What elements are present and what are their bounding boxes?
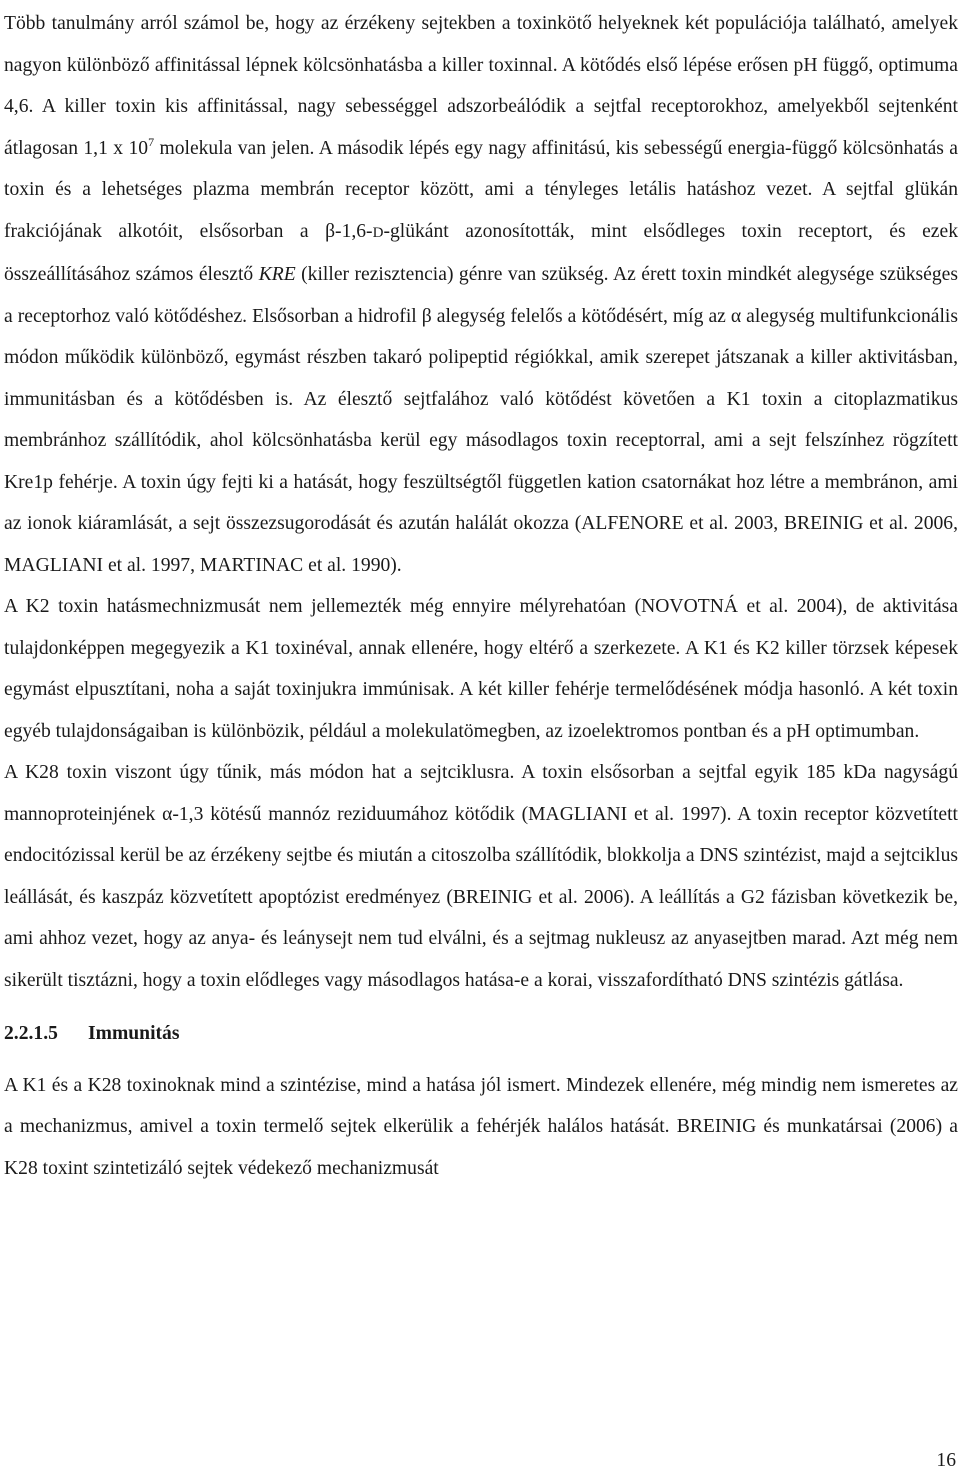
section-heading-immunitas <box>4 1013 958 1055</box>
small-caps-letter: D <box>372 224 384 241</box>
paragraph-immunity: A K1 és a K28 toxinoknak mind a szintézise, mind a hatása jól ismert. Mindezek ellenére, még mindig nem ismeretes az a mechanizmus, amivel a toxin termelő sejtek elkerülik a fehérjék halálos hatását. BREINIG és munkatársai (2006) a K28 toxint szintetizáló sejtek védekező mechanizmusát <box>4 1074 958 1179</box>
paragraph-k28-toxin <box>4 752 958 1001</box>
document-page <box>4 0 958 1189</box>
section-title: Immunitás <box>88 1023 180 1044</box>
paragraph-text: molekula van jelen. A második lépés egy nagy affinitású, kis sebességű energia-függő kölcsönhatás a toxin és a lehetséges plazma membrán receptor között, ami a tényleges letális hatáshoz vezet. A sejtfal glükán frakciójának alkotóit, elsősorban a β-1,6- <box>4 137 958 242</box>
page-number: 16 <box>936 1450 956 1471</box>
paragraph-k2-toxin: A K2 toxin hatásmechnizmusát nem jellemezték még ennyire mélyrehatóan (NOVOTNÁ et al. 2004), de aktivitása tulajdonképpen megegyezik a K1 toxinéval, annak ellenére, hogy eltérő a szerkezete. A K1 és K2 killer törzsek képesek egymást elpusztítani, noha a saját toxinjukra immúnisak. A két killer fehérje termelődésének módja hasonló. A két toxin egyéb tulajdonságaiban is különbözik, például a molekulatömegben, az izoelektromos pontban és a pH optimumban. <box>4 596 958 742</box>
section-number: 2.2.1.5 <box>4 1023 58 1044</box>
paragraph-text: Több tanulmány arról számol be, hogy az érzékeny sejtekben a toxinkötő helyeknek két populációja található, amelyek nagyon különböző affinitással lépnek kölcsönhatásba a killer toxinnal. A kötődés első lépése erősen pH függő, optimuma 4,6. A killer toxin kis affinitással, nagy sebességgel adszorbeálódik a sejtfal receptorokhoz, amelyekből sejtenként átlagosan 1,1 x 10 <box>4 13 958 159</box>
gene-name-italic: KRE <box>258 264 296 285</box>
paragraph-text: A K28 toxin viszont úgy tűnik, más módon hat a sejtciklusra. A toxin elsősorban a sejtfal egyik 185 kDa nagyságú mannoproteinjének α-1,3 kötésű mannóz reziduumához kötődik (MAGLIANI et al. 1997). A toxin receptor közvetített endocitózissal kerül be az érzékeny sejtbe és miután a citoszolba szállítódik, blokkolja a DNS szintézist, majd a sejtciklus leállását, és kaszpáz közvetített apoptózist eredményez (BREINIG et al. 2006). A leállítás a G2 fázisban következik be, ami ahhoz vezet, hogy az anya- és leánysejt nem tud elválni, és a sejtmag nukleusz az anyasejtben marad. Azt még nem sikerült tisztázni, hogy a toxin elődleges vagy másodlagos hatása-e a korai, visszafordítható DNS szintézis gátlása. <box>4 762 958 991</box>
paragraph-killer-toxin-binding <box>4 3 958 586</box>
paragraph-text: -glükánt azonosították, mint elsődleges toxin receptort, és ezek összeállításához számos élesztő <box>4 220 958 285</box>
paragraph-text: (killer rezisztencia) génre van szükség. Az érett toxin mindkét alegysége szükséges a receptorhoz való kötődéshez. Elsősorban a hidrofil β alegység felelős a kötődésért, míg az α alegység multifunkcionális módon működik különböző, egymást részben takaró polipeptid régiókkal, amik szerepet játszanak a killer aktivitásban, immunitásban és a kötődésben is. Az élesztő sejtfalához való kötődést követően a K1 toxin a citoplazmatikus membránhoz szállítódik, ahol kölcsönhatásba kerül egy másodlagos toxin receptorral, ami a sejt felszínhez rögzített Kre1p fehérje. A toxin úgy fejti ki a hatását, hogy feszültségtől független kation csatornákat hoz létre a membránon, ami az ionok kiáramlását, a sejt összezsugorodását és azután halálát okozza (ALFENORE et al. 2003, BREINIG et al. 2006, MAGLIANI et al. 1997, MARTINAC et al. 1990). <box>4 264 958 576</box>
superscript-exponent: 7 <box>148 134 155 149</box>
